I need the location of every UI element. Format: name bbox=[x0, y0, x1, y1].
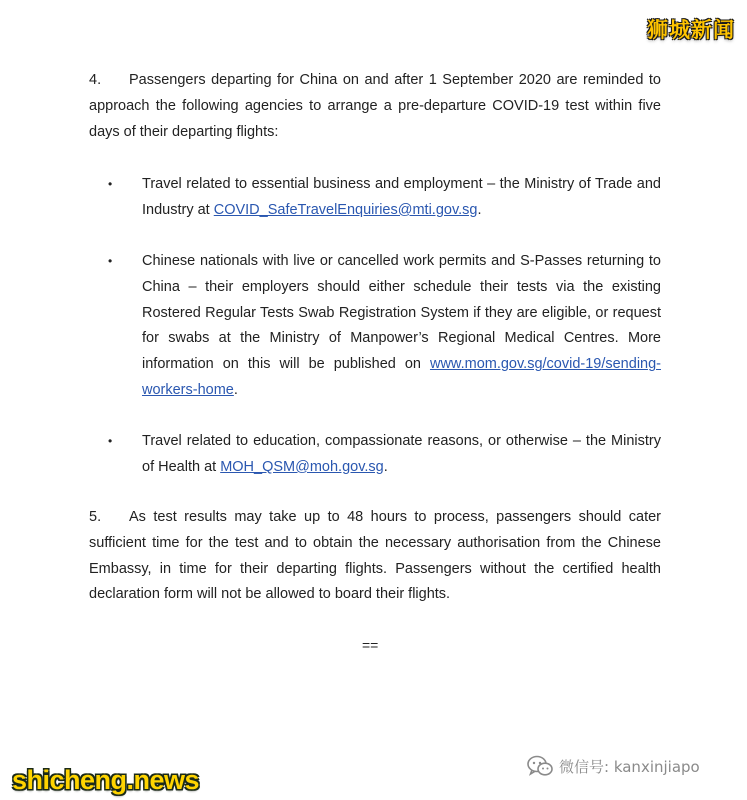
wechat-icon bbox=[527, 755, 553, 777]
bullet-text bbox=[142, 429, 661, 481]
paragraph-5 bbox=[89, 505, 661, 608]
bullet-suffix: . bbox=[477, 201, 482, 218]
mom-website-link[interactable]: www.mom.gov.sg/covid-19/sending-workers-home bbox=[142, 356, 661, 398]
bullet-marker: • bbox=[108, 177, 113, 191]
bullet-item-mom bbox=[108, 249, 661, 404]
end-mark: == bbox=[362, 637, 379, 653]
bullet-text bbox=[142, 172, 661, 224]
bullet-item-moh bbox=[108, 429, 661, 481]
paragraph-4 bbox=[89, 68, 661, 145]
bullet-body: Chinese nationals with live or cancelled work permits and S-Passes returning to China – their employers should either schedule their tests via the existing Rostered Regular Tests Swab Registration System if they are eligible, or request for swabs at the Ministry of Manpower’s Regional Medical Centres. More information on this will be published on bbox=[142, 253, 661, 373]
paragraph-number: 4. bbox=[89, 72, 102, 88]
bullet-marker: • bbox=[108, 434, 113, 448]
shicheng-logo: 狮城新闻 bbox=[647, 18, 735, 42]
paragraph-number: 5. bbox=[89, 509, 102, 525]
bullet-item-mti bbox=[108, 172, 661, 224]
bullet-body: Travel related to essential business and employment – the Ministry of Trade and Industry at bbox=[142, 176, 661, 218]
paragraph-text: As test results may take up to 48 hours to process, passengers should cater sufficient time for the test and to obtain the necessary authorisation from the Chinese Embassy, in time for their departing flights. Passengers without the certified health declaration form will not be allowed to board their flights. bbox=[89, 509, 661, 603]
paragraph-text: Passengers departing for China on and after 1 September 2020 are reminded to approach the following agencies to arrange a pre-departure COVID-19 test within five days of their departing flights: bbox=[89, 72, 661, 140]
wechat-watermark bbox=[527, 755, 700, 777]
bullet-marker: • bbox=[108, 254, 113, 268]
bullet-suffix: . bbox=[233, 381, 238, 398]
wechat-id-label: 微信号: kanxinjiapo bbox=[559, 757, 700, 776]
bullet-body: Travel related to education, compassionate reasons, or otherwise – the Ministry of Health at bbox=[142, 433, 661, 475]
mti-email-link[interactable]: COVID_SafeTravelEnquiries@mti.gov.sg bbox=[213, 201, 478, 218]
bullet-suffix: . bbox=[383, 458, 388, 475]
bullet-text bbox=[142, 249, 661, 404]
moh-email-link[interactable]: MOH_QSM@moh.gov.sg bbox=[220, 458, 384, 475]
site-watermark: shicheng.news bbox=[12, 765, 200, 795]
